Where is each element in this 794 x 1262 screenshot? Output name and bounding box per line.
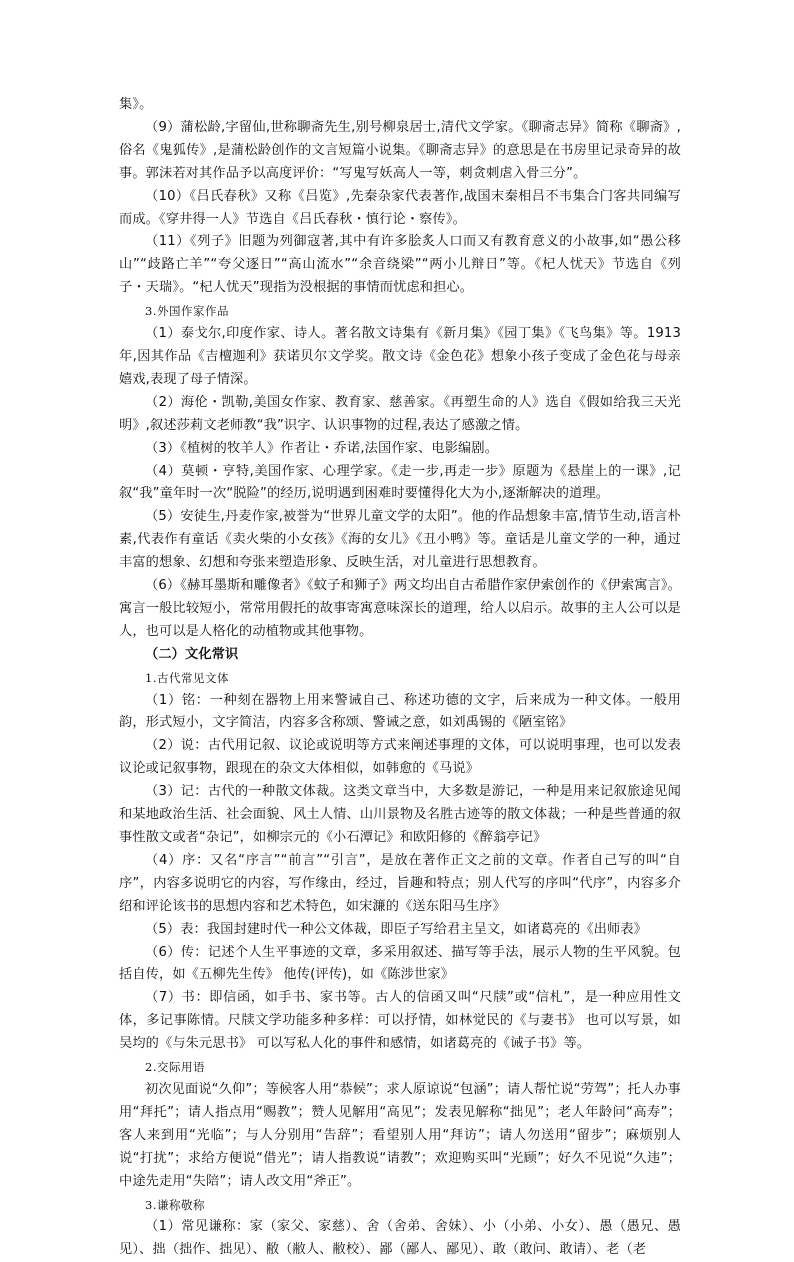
foreign-item-2: （2）海伦・凯勒,美国女作家、教育家、慈善家。《再塑生命的人》选自《假如给我三天光明》,叙述莎莉文老师教“我”识字、认识事物的过程,表达了感激之情。	[119, 394, 681, 433]
author-item-11: （11）《列子》旧题为列御寇著,其中有许多脍炙人口而又有教育意义的小故事,如“愚公移山”“歧路亡羊”“夸父逐日”“高山流水”“余音绕梁”“两小儿辩日”等。《杞人忧天》节选自《列子・天瑞》。“杞人忧天”现指为没根据的事情而忧虑和担心。	[119, 234, 681, 296]
author-item-9: （9）蒲松龄,字留仙,世称聊斋先生,别号柳泉居士,清代文学家。《聊斋志异》简称《聊斋》,俗名《鬼狐传》,是蒲松龄创作的文言短篇小说集。《聊斋志异》的意思是在书房里记录奇异的故事。郭沫若对其作品予以高度评价：“写鬼写妖高人一等，刺贪刺虐入骨三分”。	[119, 119, 681, 181]
style-item-ji: （3）记：古代的一种散文体裁。这类文章当中，大多数是游记，一种是用来记叙旅途见闻和某地政治生活、社会面貌、风土人情、山川景物及名胜古迹等的散文体裁；一种是些普通的叙事性散文或者“杂记”，如柳宗元的《小石潭记》和欧阳修的《醉翁亭记》	[119, 784, 681, 845]
style-item-letter: （7）书：即信函，如手书、家书等。古人的信函又叫“尺牍”或“信札”，是一种应用性文体，多记事陈情。尺牍文学功能多种多样：可以抒情，如林觉民的《与妻书》 也可以写景，如吴均的《与朱元思书》 可以写私人化的事件和感情，如诸葛亮的《诫子书》等。	[119, 990, 681, 1052]
foreign-item-5: （5）安徒生,丹麦作家,被誉为“世界儿童文学的太阳”。他的作品想象丰富,情节生动,语言朴素,代表作有童话《卖火柴的小女孩》《海的女儿》《丑小鸭》等。童话是儿童文学的一种，通过丰富的想象、幻想和夸张来塑造形象、反映生活，对儿童进行思想教育。	[119, 509, 681, 571]
subsection-heading-ancient-styles: 1.古代常见文体	[145, 670, 229, 685]
style-item-preface: （4）序：又名“序言”“前言”“引言”，是放在著作正文之前的文章。作者自己写的叫“自序”，内容多说明它的内容，写作缘由，经过，旨趣和特点；别人代写的序叫“代序”，内容多介绍和评论该书的思想内容和艺术特色，如宋濂的《送东阳马生序》	[119, 852, 681, 914]
foreign-item-6: （6）《赫耳墨斯和雕像者》《蚊子和狮子》两文均出自古希腊作家伊索创作的《伊索寓言》。寓言一般比较短小，常常用假托的故事寄寓意味深长的道理，给人以启示。故事的主人公可以是人，也可以是人格化的动植物或其他事物。	[119, 578, 681, 639]
author-item-10: （10）《吕氏春秋》又称《吕览》,先秦杂家代表著作,战国末秦相吕不韦集合门客共同编写而成。《穿井得一人》节选自《吕氏春秋・慎行论・察传》。	[119, 188, 681, 227]
foreign-item-1: （1）泰戈尔,印度作家、诗人。著名散文诗集有《新月集》《园丁集》《飞鸟集》等。1913年,因其作品《吉檀迦利》获诺贝尔文学奖。散文诗《金色花》想象小孩子变成了金色花与母亲嬉戏,表现了母子情深。	[119, 326, 681, 387]
foreign-item-3: （3）《植树的牧羊人》作者让・乔诺,法国作家、电影编剧。	[145, 440, 499, 456]
style-item-shuo: （2）说：古代用记叙、议论或说明等方式来阐述事理的文体，可以说明事理，也可以发表议论或记叙事物，跟现在的杂文大体相似，如韩愈的《马说》	[119, 738, 681, 777]
subsection-heading-etiquette: 2.交际用语	[145, 1060, 205, 1075]
page-content	[119, 94, 681, 1262]
style-item-biao: （5）表：我国封建时代一种公文体裁，即臣子写给君主呈文，如诸葛亮的《出师表》	[145, 921, 648, 937]
foreign-item-4: （4）莫顿・亨特,美国作家、心理学家。《走一步,再走一步》原题为《悬崖上的一课》,记叙“我”童年时一次“脱险”的经历,说明遇到困难时要懂得化大为小,逐渐解决的道理。	[119, 463, 681, 502]
style-item-biography: （6）传：记述个人生平事迹的文章，多采用叙述、描写等手法，展示人物的生平风貌。包括自传，如《五柳先生传》 他传(评传)，如《陈涉世家》	[119, 944, 681, 983]
honorifics-paragraph: （1）常见谦称：家（家父、家慈）、舍（舍弟、舍妹）、小（小弟、小女）、愚（愚兄、愚见）、拙（拙作、拙见）、敝（敝人、敝校）、鄙（鄙人、鄙见）、敢（敢问、敢请）、老（老	[119, 1219, 681, 1258]
subsection-heading-honorifics: 3.谦称敬称	[145, 1197, 205, 1212]
section-heading-foreign-works: 3.外国作家作品	[145, 304, 229, 319]
etiquette-paragraph: 初次见面说“久仰”；等候客人用“恭候”；求人原谅说“包涵”；请人帮忙说“劳驾”；托人办事用“拜托”；请人指点用“赐教”；赞人见解用“高见”；发表见解称“拙见”；老人年龄问“高寿”；客人来到用“光临”；与人分别用“告辞”；看望别人用“拜访”；请人勿送用“留步”；麻烦别人说“打扰”；求给方便说“借光”；请人指教说“请教”；欢迎购买叫“光顾”；好久不见说“久违”；中途先走用“失陪”；请人改文用“斧正”。	[119, 1081, 682, 1189]
style-item-inscription: （1）铭：一种刻在器物上用来警诫自己、称述功德的文字，后来成为一种文体。一般用韵，形式短小，文字简洁，内容多含称颂、警诫之意，如刘禹锡的《陋室铭》	[119, 692, 681, 731]
section-heading-culture: （二）文化常识	[145, 646, 239, 662]
paragraph-continuation: 集》。	[119, 97, 153, 112]
